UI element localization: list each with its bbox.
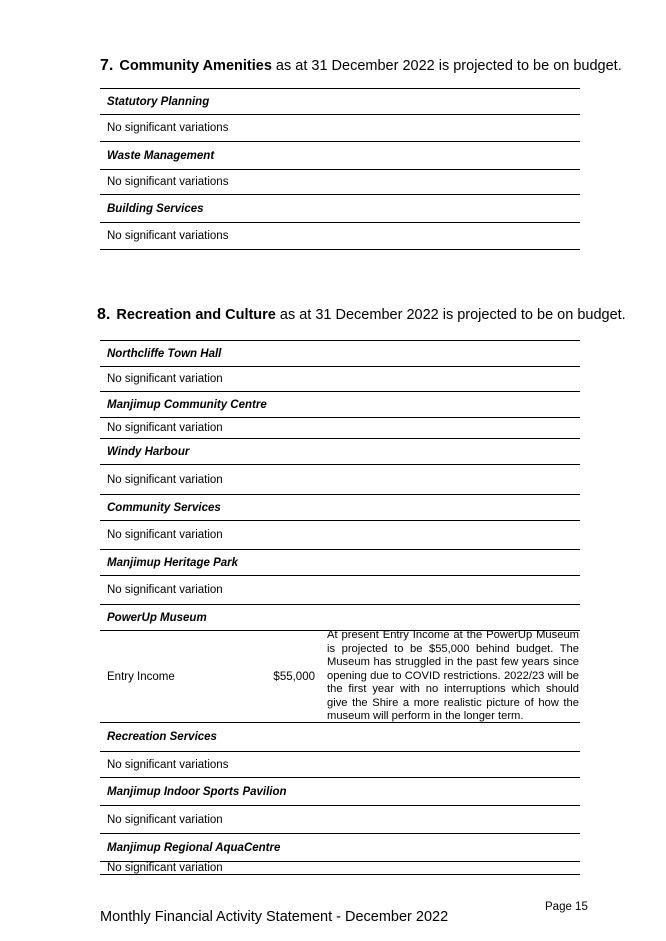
category-label: Community Services (107, 501, 221, 514)
page-number: Page 15 (545, 901, 588, 913)
detail-description: At present Entry Income at the PowerUp Museum is projected to be $55,000 behind budget. The Museum has struggled in the past few years since opening due to COVID restrictions. 2022/23 will be the first year with no interruptions which should give the Shire a more realistic picture of how the museum will perform in the longer term. (327, 629, 579, 723)
section7-variation-row (100, 223, 580, 250)
detail-amount: $55,000 (273, 670, 315, 683)
section8-variation-row (100, 752, 580, 778)
section8-category-row (100, 550, 580, 576)
section7-variation-row (100, 115, 580, 142)
section7-category-row (100, 142, 580, 170)
section7-category-row (100, 195, 580, 223)
variation-text: No significant variation (107, 584, 223, 596)
section-8-number: 8. (97, 306, 111, 323)
section8-variation-row (100, 806, 580, 834)
section7-variation-row (100, 170, 580, 195)
footer-title: Monthly Financial Activity Statement - December 2022 (100, 909, 449, 925)
category-label: Manjimup Regional AquaCentre (107, 841, 281, 854)
category-label: Waste Management (107, 149, 215, 162)
variation-text: No significant variation (107, 862, 223, 874)
section-7-title: Community Amenities (119, 58, 272, 74)
variation-text: No significant variation (107, 813, 223, 826)
category-label: Northcliffe Town Hall (107, 347, 222, 360)
section7-category-row (100, 89, 580, 115)
category-label: Manjimup Indoor Sports Pavilion (107, 785, 287, 798)
category-label: Manjimup Community Centre (107, 398, 267, 411)
section-7-table (100, 88, 580, 250)
section8-category-row (100, 439, 580, 465)
section8-variation-row (100, 576, 580, 605)
category-label: Windy Harbour (107, 445, 190, 458)
variation-text: No significant variations (107, 758, 229, 771)
variation-text: No significant variation (107, 422, 223, 434)
category-label: Statutory Planning (107, 95, 210, 108)
section-8-title: Recreation and Culture (116, 307, 276, 323)
section-7-suffix: as at 31 December 2022 is projected to be on budget. (271, 58, 622, 74)
section-7-heading (100, 57, 622, 75)
variation-text: No significant variations (107, 122, 229, 134)
section8-category-row (100, 834, 580, 862)
section8-category-row (100, 723, 580, 752)
section8-category-row (100, 495, 580, 521)
section8-detail-row (100, 631, 580, 723)
section8-category-row (100, 778, 580, 806)
section8-category-row (100, 605, 580, 631)
section-8-heading (97, 306, 626, 324)
category-label: Building Services (107, 202, 204, 215)
section8-variation-row (100, 418, 580, 439)
section8-variation-row (100, 521, 580, 550)
variation-text: No significant variation (107, 373, 223, 385)
detail-item: Entry Income (107, 670, 175, 683)
category-label: Recreation Services (107, 731, 217, 743)
section8-category-row (100, 341, 580, 367)
section8-variation-row (100, 465, 580, 495)
section8-variation-row (100, 862, 580, 875)
variation-text: No significant variations (107, 176, 229, 188)
variation-text: No significant variations (107, 230, 229, 242)
section8-category-row (100, 392, 580, 418)
section-8-table (100, 340, 580, 875)
variation-text: No significant variation (107, 529, 223, 541)
category-label: PowerUp Museum (107, 611, 207, 624)
variation-text: No significant variation (107, 473, 223, 486)
section8-variation-row (100, 367, 580, 392)
section-8-suffix: as at 31 December 2022 is projected to be on budget. (275, 307, 626, 323)
section-7-number: 7. (100, 57, 114, 74)
category-label: Manjimup Heritage Park (107, 556, 239, 569)
